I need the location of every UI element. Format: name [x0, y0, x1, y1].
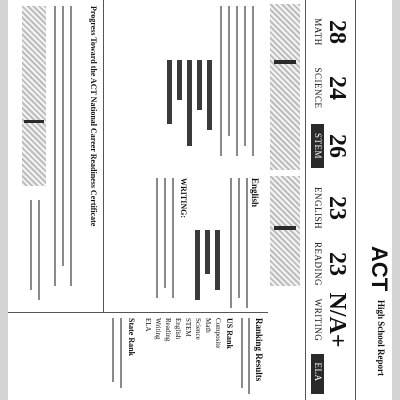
rank-subject: Writing: [154, 318, 162, 340]
range-marker-right: [274, 226, 296, 230]
detail-line: [236, 6, 238, 156]
science-score: 24: [324, 76, 350, 100]
writing-heading: WRITING:: [179, 178, 188, 219]
stem-label: STEM: [313, 132, 323, 159]
lower-band-rule: [103, 0, 104, 312]
rank-subject: Science: [194, 318, 202, 340]
stem-score: 26: [324, 134, 350, 158]
report-title: High School Report: [376, 300, 386, 377]
rank-subject: Composite: [214, 318, 222, 349]
category-bar: [187, 60, 192, 146]
footer-band: [0, 0, 8, 400]
rank-subject: STEM: [184, 318, 192, 337]
math-label: MATH: [313, 18, 323, 46]
rank-subject: Reading: [164, 318, 172, 342]
detail-line: [252, 6, 254, 156]
rank-subject: Math: [204, 318, 212, 333]
writing-label: WRITING: [313, 298, 323, 342]
ranking-heading: Ranking Results: [254, 318, 264, 382]
english-label: ENGLISH: [313, 187, 323, 229]
range-marker-left: [274, 60, 296, 64]
score-cell-reading: [308, 234, 352, 294]
category-bar: [167, 60, 172, 124]
score-cell-ela: [308, 342, 352, 400]
science-label: SCIENCE: [313, 67, 323, 109]
header-band: [392, 0, 400, 400]
detail-line: [120, 318, 122, 388]
detail-line: [220, 6, 222, 156]
state-rank-heading: State Rank: [127, 318, 136, 357]
score-strip-top-rule: [355, 0, 356, 400]
rank-subject: ELA: [144, 318, 152, 332]
detail-line: [62, 6, 64, 266]
score-cell-science: [308, 58, 352, 118]
detail-line: [248, 318, 250, 394]
ela-label: ELA: [313, 362, 323, 382]
detail-line: [156, 178, 158, 298]
category-bar: [195, 230, 200, 300]
progress-chart: [22, 6, 46, 186]
detail-line: [172, 178, 174, 298]
detail-line: [228, 6, 230, 136]
category-bar: [197, 60, 202, 110]
detail-line: [246, 178, 248, 308]
progress-marker: [24, 120, 44, 123]
detail-line: [54, 6, 56, 286]
writing-score: N/A+: [324, 292, 350, 348]
english-score: 23: [324, 196, 350, 220]
reading-score: 23: [324, 252, 350, 276]
rank-subject: English: [174, 318, 182, 340]
act-logo: ACT: [367, 246, 392, 292]
math-score: 28: [324, 20, 350, 44]
score-cell-stem: [308, 116, 352, 176]
english-heading: English: [250, 178, 260, 208]
range-chart-right: [270, 176, 300, 286]
reading-label: READING: [313, 242, 323, 286]
category-bar: [207, 60, 212, 130]
detail-line: [112, 318, 114, 382]
detail-line: [70, 6, 72, 286]
progress-heading: Progress Toward the ACT National Career Readiness Certificate: [89, 6, 98, 227]
detail-line: [238, 178, 240, 298]
us-rank-heading: US Rank: [225, 318, 234, 349]
score-cell-english: [308, 178, 352, 238]
category-bar: [215, 230, 220, 290]
ranking-divider: [4, 312, 268, 313]
range-chart-left: [270, 4, 300, 170]
score-strip-bottom-rule: [305, 0, 306, 400]
detail-line: [244, 6, 246, 146]
detail-line: [241, 318, 243, 388]
category-bar: [177, 60, 182, 100]
detail-line: [38, 200, 40, 300]
score-cell-math: [308, 2, 352, 62]
detail-line: [164, 178, 166, 288]
detail-line: [230, 178, 232, 308]
score-cell-writing: [308, 290, 352, 350]
detail-line: [30, 200, 32, 290]
category-bar: [205, 230, 210, 274]
